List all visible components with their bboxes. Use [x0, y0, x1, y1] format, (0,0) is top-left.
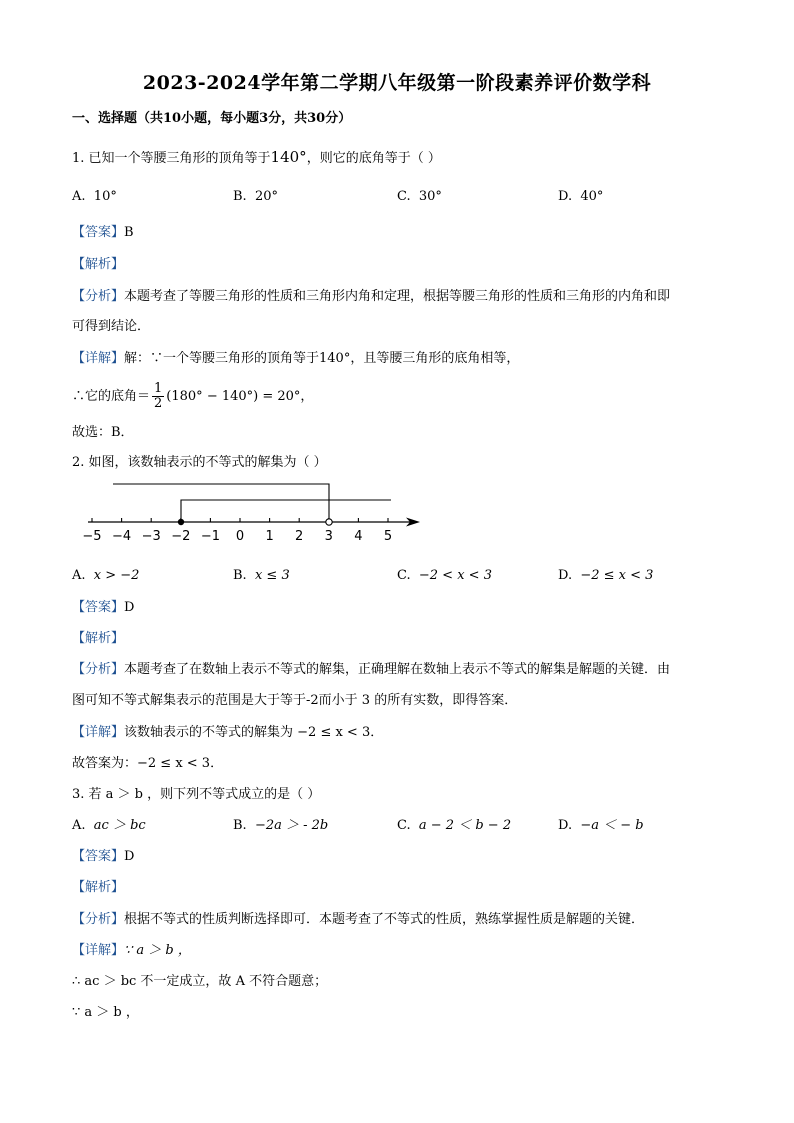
q2-option-d: D. −2 ≤ x < 3 [558, 568, 654, 583]
q2-stem: 2. 如图，该数轴表示的不等式的解集为（ ） [72, 455, 327, 470]
q1-analysis-1: 【分析】本题考查了等腰三角形的性质和三角形内角和定理，根据等腰三角形的性质和三角形的内角和即 [72, 289, 671, 304]
q2-option-c: C. −2 < x < 3 [397, 568, 492, 583]
q1-detail-1: 【详解】解：∵一个等腰三角形的顶角等于140°，且等腰三角形的底角相等， [72, 351, 520, 366]
q3-option-d: D. −a ＜ − b [558, 818, 644, 833]
q2-conclusion: 故答案为：−2 ≤ x < 3． [72, 756, 224, 771]
tick-label: 2 [295, 529, 304, 544]
tick-label: 1 [265, 529, 274, 544]
q2-option-b: B. x ≤ 3 [233, 568, 290, 583]
section-heading: 一、选择题（共10小题，每小题3分，共30分） [72, 111, 352, 126]
q1-answer: 【答案】B [72, 225, 134, 240]
q3-option-c: C. a − 2 ＜ b − 2 [397, 818, 512, 833]
q3-analysis-1: 【分析】根据不等式的性质判断选择即可．本题考查了不等式的性质，熟练掌握性质是解题的关键． [72, 912, 645, 927]
bracket-le-3 [113, 484, 329, 522]
q3-answer: 【答案】D [72, 849, 135, 864]
q2-detail-1: 【详解】该数轴表示的不等式的解集为 −2 ≤ x < 3． [72, 725, 384, 740]
tick-label: 5 [383, 529, 393, 544]
tick-label: −3 [141, 529, 161, 544]
q1-jiexi: 【解析】 [72, 257, 125, 272]
q2-answer: 【答案】D [72, 600, 135, 615]
tick-label: −1 [200, 529, 220, 544]
q1-analysis-2: 可得到结论． [72, 319, 151, 334]
hollow-point-3 [326, 519, 332, 525]
tick-label: −5 [82, 529, 102, 544]
q3-detail-1: 【详解】∵ a ＞ b ， [72, 943, 191, 958]
q1-option-d: D. 40° [558, 189, 604, 204]
q1-stem: 1. 已知一个等腰三角形的顶角等于140°，则它的底角等于（ ） [72, 148, 441, 166]
q3-stem: 3. 若 a ＞ b ，则下列不等式成立的是（ ） [72, 787, 321, 802]
bracket-ge-neg2 [181, 500, 391, 522]
tick-label: −2 [171, 529, 191, 544]
q1-detail-2: ∴它的底角＝ $\frac{1}{2}$ (180° − 140°) = 20°， [72, 381, 314, 411]
fraction-one-half: $\frac{1}{2}$ [154, 381, 163, 411]
number-line-figure [78, 480, 428, 550]
q1-conclusion: 故选：B． [72, 425, 134, 440]
q2-analysis-1: 【分析】本题考查了在数轴上表示不等式的解集，正确理解在数轴上表示不等式的解集是解题的关键．由 [72, 662, 671, 677]
solid-point-neg2 [178, 519, 184, 525]
q3-option-a: A. ac ＞ bc [72, 818, 146, 833]
q1-option-c: C. 30° [397, 189, 442, 204]
tick-label: −4 [112, 529, 132, 544]
q1-option-b: B. 20° [233, 189, 278, 204]
q3-detail-3: ∵ a ＞ b ， [72, 1005, 139, 1020]
q3-detail-2: ∴ ac ＞ bc 不一定成立，故 A 不符合题意； [72, 974, 328, 989]
q2-jiexi: 【解析】 [72, 631, 125, 646]
page-title: 2023-2024学年第二学期八年级第一阶段素养评价数学科 [142, 72, 652, 94]
q3-jiexi: 【解析】 [72, 880, 125, 895]
tick-label: 0 [235, 529, 245, 544]
tick-label: 4 [354, 529, 363, 544]
q1-option-a: A. 10° [72, 189, 117, 204]
q2-analysis-2: 图可知不等式解集表示的范围是大于等于-2而小于 3 的所有实数，即得答案． [72, 693, 518, 708]
tick-label: 3 [324, 529, 333, 544]
q2-option-a: A. x > −2 [72, 568, 140, 583]
q3-option-b: B. −2a ＞ - 2b [233, 818, 329, 833]
